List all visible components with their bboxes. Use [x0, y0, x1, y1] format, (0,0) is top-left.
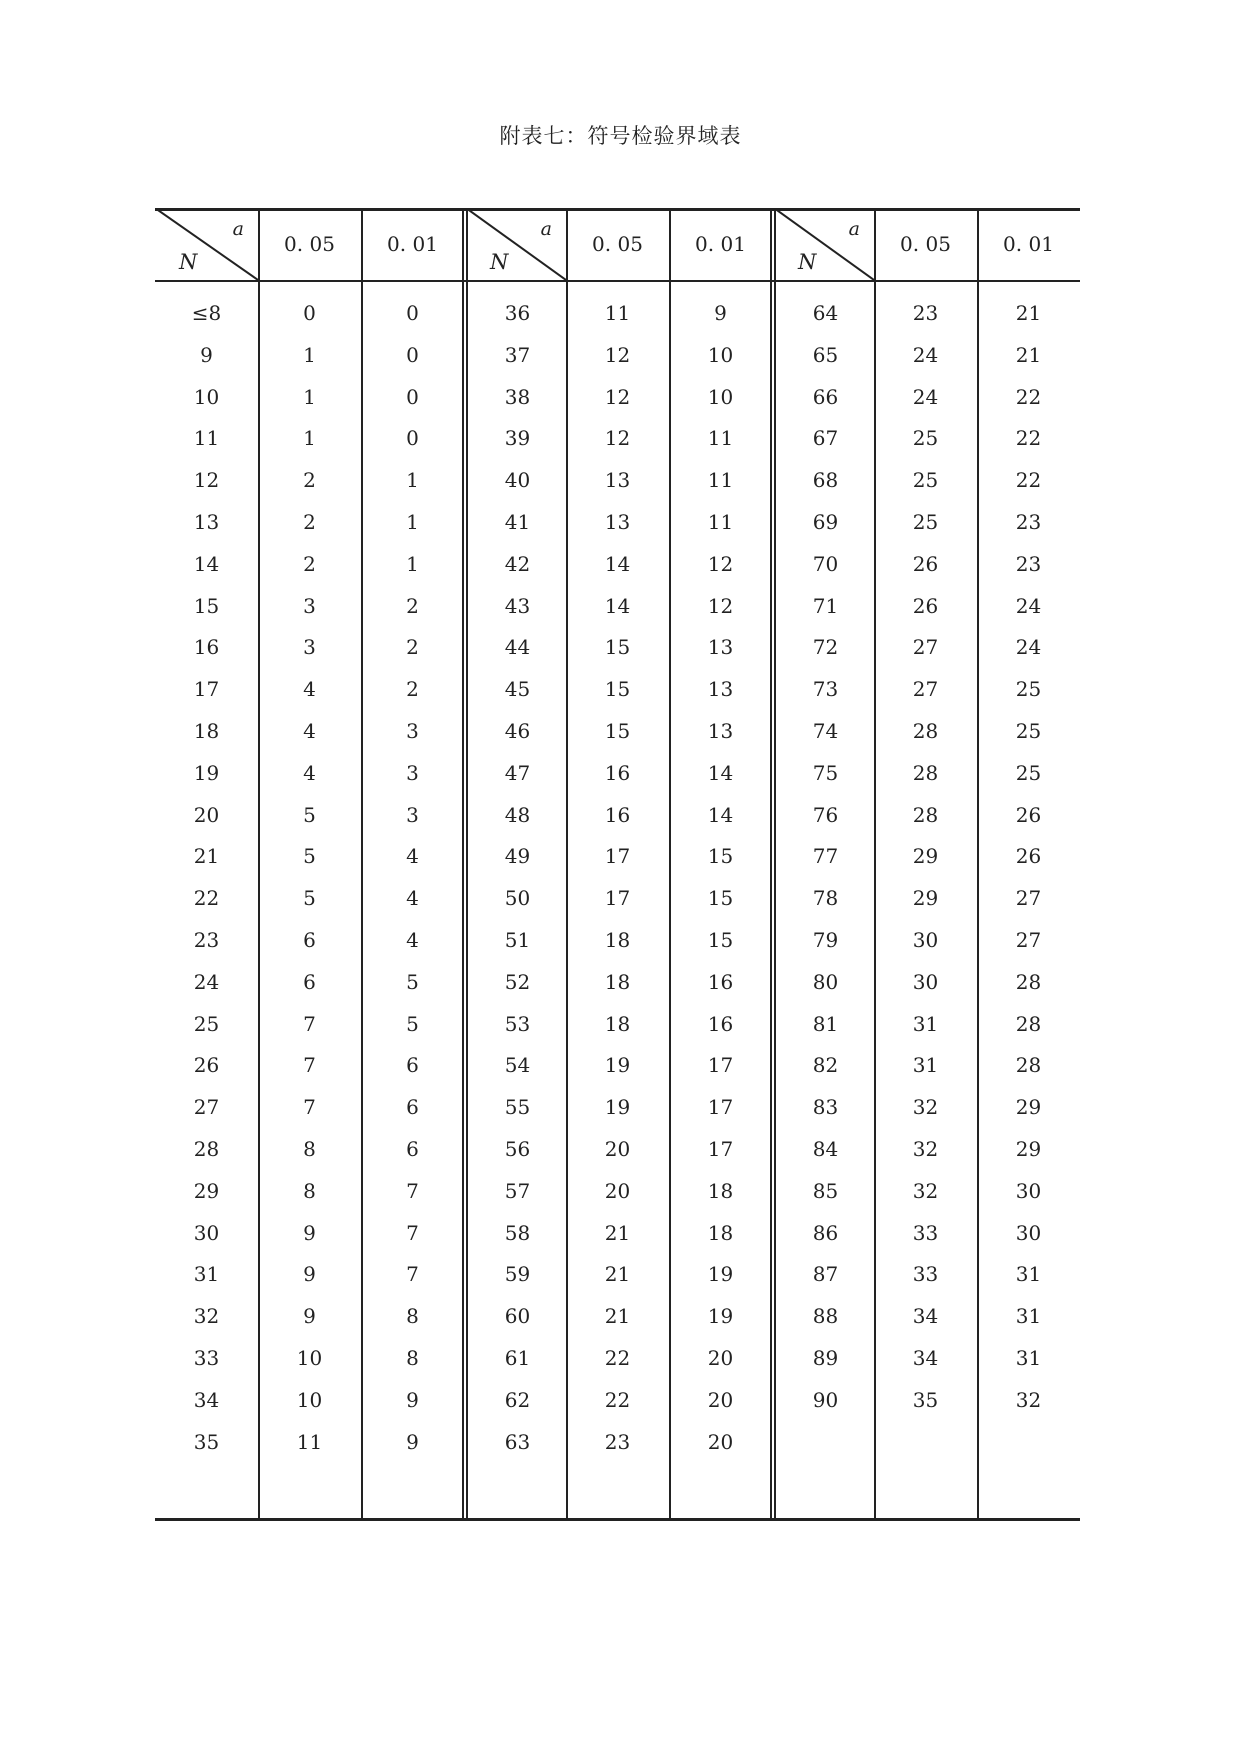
- cell-alpha-001: 16: [707, 969, 734, 994]
- cell-alpha-001: 2: [406, 677, 419, 702]
- cell-n: 61: [504, 1346, 531, 1370]
- cell-alpha-001: 18: [707, 1220, 734, 1245]
- cell-n: 70: [812, 551, 839, 576]
- cell-alpha-001: 28: [1015, 969, 1042, 994]
- cell-n: 57: [504, 1178, 531, 1203]
- cell-alpha-005: 15: [604, 635, 631, 660]
- cell-alpha-005: 13: [604, 468, 631, 493]
- n-symbol: N: [798, 250, 817, 274]
- cell-alpha-001: 1: [406, 551, 419, 576]
- cell-alpha-001: 28: [1015, 1053, 1042, 1078]
- cell-alpha-005: 29: [912, 844, 939, 869]
- page-title: 附表七：符号检验界域表: [499, 124, 742, 148]
- cell-alpha-005: 1: [303, 426, 316, 451]
- cell-alpha-001: 24: [1015, 593, 1042, 618]
- cell-alpha-005: 11: [296, 1429, 323, 1454]
- cell-alpha-001: 10: [707, 384, 734, 409]
- cell-alpha-001: 20: [707, 1429, 734, 1454]
- cell-n: 78: [812, 886, 839, 911]
- table-bottom-rule: [155, 1518, 1080, 1521]
- cell-alpha-005: 10: [296, 1387, 323, 1412]
- cell-alpha-001: 13: [707, 719, 734, 743]
- cell-n: 24: [193, 969, 220, 994]
- cell-alpha-001: 17: [707, 1095, 734, 1120]
- cell-alpha-001: 25: [1015, 677, 1042, 702]
- cell-alpha-005: 3: [303, 593, 316, 618]
- cell-alpha-001: 25: [1015, 719, 1042, 743]
- cell-n: 48: [504, 802, 531, 827]
- cell-alpha-005: 18: [604, 928, 631, 952]
- cell-alpha-001: 4: [406, 886, 419, 911]
- cell-alpha-001: 26: [1015, 844, 1042, 869]
- cell-alpha-001: 9: [406, 1387, 419, 1412]
- cell-n: 13: [193, 510, 220, 534]
- cell-alpha-001: 3: [406, 802, 419, 827]
- cell-n: 37: [504, 342, 531, 367]
- header-bottom-rule: [155, 280, 1080, 282]
- cell-n: 80: [812, 969, 839, 994]
- cell-alpha-005: 6: [303, 969, 316, 994]
- cell-n: 25: [193, 1011, 220, 1036]
- cell-alpha-001: 32: [1015, 1387, 1042, 1412]
- cell-alpha-005: 6: [303, 928, 316, 952]
- cell-alpha-005: 12: [604, 384, 631, 409]
- cell-alpha-005: 30: [912, 969, 939, 994]
- cell-n: 59: [504, 1262, 531, 1287]
- cell-alpha-005: 25: [912, 510, 939, 534]
- cell-alpha-005: 29: [912, 886, 939, 911]
- n-symbol: N: [179, 250, 198, 274]
- cell-n: 79: [812, 928, 839, 952]
- alpha-symbol: a: [848, 218, 860, 240]
- cell-alpha-005: 28: [912, 760, 939, 785]
- cell-n: 9: [200, 342, 213, 367]
- cell-alpha-001: 31: [1015, 1262, 1042, 1287]
- cell-n: 63: [504, 1429, 531, 1454]
- cell-alpha-001: 21: [1015, 301, 1042, 325]
- header-alpha-005: 0. 05: [284, 232, 335, 256]
- cell-alpha-005: 18: [604, 1011, 631, 1036]
- cell-alpha-001: 15: [707, 928, 734, 952]
- cell-alpha-005: 32: [912, 1095, 939, 1120]
- cell-alpha-005: 22: [604, 1387, 631, 1412]
- cell-alpha-005: 7: [303, 1053, 316, 1078]
- cell-n: 65: [812, 342, 839, 367]
- cell-alpha-005: 25: [912, 426, 939, 451]
- cell-n: 89: [812, 1346, 839, 1370]
- cell-alpha-001: 27: [1015, 928, 1042, 952]
- corner-header-cell: [466, 208, 566, 280]
- cell-n: 56: [504, 1137, 531, 1161]
- cell-n: 26: [193, 1053, 220, 1078]
- corner-header-cell: [774, 208, 874, 280]
- cell-alpha-005: 1: [303, 384, 316, 409]
- cell-alpha-001: 8: [406, 1304, 419, 1329]
- cell-alpha-001: 5: [406, 1011, 419, 1036]
- cell-alpha-001: 19: [707, 1262, 734, 1287]
- cell-n: 58: [504, 1220, 531, 1245]
- cell-alpha-001: 14: [707, 760, 734, 785]
- cell-n: 54: [504, 1053, 531, 1078]
- cell-alpha-005: 7: [303, 1095, 316, 1120]
- cell-alpha-001: 11: [707, 426, 734, 451]
- cell-n: 43: [504, 593, 531, 618]
- cell-alpha-001: 15: [707, 886, 734, 911]
- cell-alpha-001: 25: [1015, 760, 1042, 785]
- cell-alpha-005: 12: [604, 342, 631, 367]
- cell-alpha-005: 20: [604, 1178, 631, 1203]
- cell-n: 16: [193, 635, 220, 660]
- cell-n: ≤8: [191, 301, 222, 325]
- cell-alpha-001: 26: [1015, 802, 1042, 827]
- cell-n: 88: [812, 1304, 839, 1329]
- alpha-symbol: a: [540, 218, 552, 240]
- cell-alpha-005: 16: [604, 802, 631, 827]
- cell-n: 23: [193, 928, 220, 952]
- cell-n: 30: [193, 1220, 220, 1245]
- cell-alpha-005: 32: [912, 1137, 939, 1161]
- cell-n: 60: [504, 1304, 531, 1329]
- cell-alpha-005: 20: [604, 1137, 631, 1161]
- cell-n: 72: [812, 635, 839, 660]
- cell-alpha-005: 12: [604, 426, 631, 451]
- cell-alpha-001: 7: [406, 1178, 419, 1203]
- cell-alpha-001: 30: [1015, 1178, 1042, 1203]
- cell-alpha-001: 23: [1015, 510, 1042, 534]
- cell-alpha-005: 14: [604, 593, 631, 618]
- cell-n: 32: [193, 1304, 220, 1329]
- cell-alpha-001: 17: [707, 1053, 734, 1078]
- cell-n: 49: [504, 844, 531, 869]
- cell-n: 35: [193, 1429, 220, 1454]
- cell-n: 10: [193, 384, 220, 409]
- cell-alpha-001: 17: [707, 1137, 734, 1161]
- cell-alpha-001: 31: [1015, 1346, 1042, 1370]
- alpha-symbol: a: [232, 218, 244, 240]
- cell-alpha-005: 21: [604, 1304, 631, 1329]
- cell-alpha-005: 21: [604, 1220, 631, 1245]
- cell-alpha-001: 4: [406, 844, 419, 869]
- cell-n: 42: [504, 551, 531, 576]
- cell-n: 71: [812, 593, 839, 618]
- cell-alpha-005: 23: [912, 301, 939, 325]
- cell-n: 76: [812, 802, 839, 827]
- cell-alpha-005: 15: [604, 677, 631, 702]
- cell-n: 81: [812, 1011, 839, 1036]
- cell-alpha-005: 4: [303, 719, 316, 743]
- cell-alpha-001: 3: [406, 719, 419, 743]
- cell-n: 83: [812, 1095, 839, 1120]
- cell-alpha-001: 6: [406, 1095, 419, 1120]
- cell-alpha-001: 22: [1015, 384, 1042, 409]
- cell-alpha-005: 26: [912, 551, 939, 576]
- cell-n: 52: [504, 969, 531, 994]
- cell-n: 27: [193, 1095, 220, 1120]
- cell-alpha-001: 3: [406, 760, 419, 785]
- cell-alpha-005: 19: [604, 1095, 631, 1120]
- cell-alpha-005: 33: [912, 1220, 939, 1245]
- cell-n: 51: [504, 928, 531, 952]
- cell-alpha-005: 23: [604, 1429, 631, 1454]
- cell-alpha-001: 13: [707, 677, 734, 702]
- cell-alpha-005: 8: [303, 1137, 316, 1161]
- cell-n: 62: [504, 1387, 531, 1412]
- cell-alpha-001: 1: [406, 510, 419, 534]
- cell-n: 68: [812, 468, 839, 493]
- cell-n: 19: [193, 760, 220, 785]
- cell-n: 14: [193, 551, 220, 576]
- cell-alpha-005: 35: [912, 1387, 939, 1412]
- cell-alpha-001: 20: [707, 1346, 734, 1370]
- cell-alpha-005: 31: [912, 1011, 939, 1036]
- cell-n: 36: [504, 301, 531, 325]
- cell-alpha-005: 9: [303, 1304, 316, 1329]
- cell-alpha-001: 9: [406, 1429, 419, 1454]
- cell-alpha-005: 24: [912, 384, 939, 409]
- cell-n: 28: [193, 1137, 220, 1161]
- cell-alpha-001: 14: [707, 802, 734, 827]
- cell-alpha-001: 27: [1015, 886, 1042, 911]
- cell-alpha-005: 17: [604, 886, 631, 911]
- cell-n: 53: [504, 1011, 531, 1036]
- cell-n: 86: [812, 1220, 839, 1245]
- cell-alpha-001: 7: [406, 1220, 419, 1245]
- cell-n: 20: [193, 802, 220, 827]
- cell-alpha-005: 22: [604, 1346, 631, 1370]
- cell-n: 50: [504, 886, 531, 911]
- cell-n: 67: [812, 426, 839, 451]
- cell-alpha-001: 1: [406, 468, 419, 493]
- cell-alpha-001: 20: [707, 1387, 734, 1412]
- header-alpha-001: 0. 01: [695, 232, 746, 256]
- header-alpha-005: 0. 05: [900, 232, 951, 256]
- cell-n: 21: [193, 844, 220, 869]
- cell-n: 66: [812, 384, 839, 409]
- cell-n: 22: [193, 886, 220, 911]
- cell-n: 47: [504, 760, 531, 785]
- cell-alpha-005: 28: [912, 802, 939, 827]
- cell-alpha-005: 5: [303, 802, 316, 827]
- cell-n: 84: [812, 1137, 839, 1161]
- cell-alpha-001: 0: [406, 384, 419, 409]
- cell-n: 11: [193, 426, 220, 451]
- cell-alpha-005: 16: [604, 760, 631, 785]
- cell-alpha-005: 14: [604, 551, 631, 576]
- n-symbol: N: [490, 250, 509, 274]
- corner-header-cell: [155, 208, 258, 280]
- cell-alpha-001: 31: [1015, 1304, 1042, 1329]
- cell-n: 77: [812, 844, 839, 869]
- cell-alpha-001: 6: [406, 1053, 419, 1078]
- cell-alpha-005: 26: [912, 593, 939, 618]
- cell-alpha-001: 30: [1015, 1220, 1042, 1245]
- header-alpha-001: 0. 01: [387, 232, 438, 256]
- cell-alpha-005: 15: [604, 719, 631, 743]
- cell-n: 64: [812, 301, 839, 325]
- cell-alpha-001: 0: [406, 301, 419, 325]
- cell-n: 75: [812, 760, 839, 785]
- cell-n: 17: [193, 677, 220, 702]
- cell-n: 74: [812, 719, 839, 743]
- cell-alpha-005: 5: [303, 886, 316, 911]
- cell-alpha-005: 0: [303, 301, 316, 325]
- cell-n: 82: [812, 1053, 839, 1078]
- cell-alpha-005: 13: [604, 510, 631, 534]
- cell-alpha-001: 29: [1015, 1095, 1042, 1120]
- header-alpha-005: 0. 05: [592, 232, 643, 256]
- cell-n: 39: [504, 426, 531, 451]
- cell-alpha-005: 9: [303, 1220, 316, 1245]
- cell-alpha-005: 18: [604, 969, 631, 994]
- cell-alpha-001: 5: [406, 969, 419, 994]
- cell-alpha-001: 23: [1015, 551, 1042, 576]
- cell-n: 41: [504, 510, 531, 534]
- cell-alpha-005: 34: [912, 1304, 939, 1329]
- cell-alpha-001: 4: [406, 928, 419, 952]
- cell-alpha-005: 19: [604, 1053, 631, 1078]
- cell-alpha-005: 11: [604, 301, 631, 325]
- cell-alpha-005: 1: [303, 342, 316, 367]
- cell-n: 90: [812, 1387, 839, 1412]
- cell-alpha-005: 34: [912, 1346, 939, 1370]
- header-alpha-001: 0. 01: [1003, 232, 1054, 256]
- cell-alpha-005: 33: [912, 1262, 939, 1287]
- cell-alpha-001: 8: [406, 1346, 419, 1370]
- cell-n: 44: [504, 635, 531, 660]
- cell-n: 69: [812, 510, 839, 534]
- cell-alpha-005: 28: [912, 719, 939, 743]
- cell-n: 45: [504, 677, 531, 702]
- cell-n: 55: [504, 1095, 531, 1120]
- sign-test-table: [155, 208, 1080, 1528]
- cell-alpha-005: 27: [912, 635, 939, 660]
- cell-alpha-005: 30: [912, 928, 939, 952]
- cell-alpha-001: 9: [714, 301, 727, 325]
- cell-alpha-001: 11: [707, 510, 734, 534]
- cell-alpha-001: 16: [707, 1011, 734, 1036]
- cell-n: 18: [193, 719, 220, 743]
- cell-alpha-001: 7: [406, 1262, 419, 1287]
- cell-n: 85: [812, 1178, 839, 1203]
- cell-alpha-001: 29: [1015, 1137, 1042, 1161]
- cell-n: 87: [812, 1262, 839, 1287]
- cell-alpha-005: 9: [303, 1262, 316, 1287]
- cell-alpha-005: 24: [912, 342, 939, 367]
- cell-alpha-005: 27: [912, 677, 939, 702]
- cell-alpha-005: 2: [303, 551, 316, 576]
- cell-alpha-005: 4: [303, 760, 316, 785]
- cell-alpha-005: 32: [912, 1178, 939, 1203]
- cell-alpha-005: 25: [912, 468, 939, 493]
- cell-alpha-001: 2: [406, 593, 419, 618]
- cell-n: 38: [504, 384, 531, 409]
- cell-alpha-005: 8: [303, 1178, 316, 1203]
- cell-n: 15: [193, 593, 220, 618]
- cell-alpha-001: 22: [1015, 426, 1042, 451]
- cell-alpha-001: 24: [1015, 635, 1042, 660]
- cell-alpha-005: 7: [303, 1011, 316, 1036]
- cell-alpha-001: 28: [1015, 1011, 1042, 1036]
- cell-alpha-001: 6: [406, 1137, 419, 1161]
- cell-alpha-005: 17: [604, 844, 631, 869]
- cell-alpha-001: 13: [707, 635, 734, 660]
- cell-alpha-005: 10: [296, 1346, 323, 1370]
- cell-alpha-005: 21: [604, 1262, 631, 1287]
- cell-alpha-001: 0: [406, 342, 419, 367]
- cell-alpha-005: 2: [303, 510, 316, 534]
- cell-alpha-001: 0: [406, 426, 419, 451]
- cell-alpha-005: 31: [912, 1053, 939, 1078]
- cell-n: 34: [193, 1387, 220, 1412]
- cell-alpha-001: 19: [707, 1304, 734, 1329]
- cell-alpha-001: 2: [406, 635, 419, 660]
- cell-alpha-001: 11: [707, 468, 734, 493]
- cell-n: 33: [193, 1346, 220, 1370]
- cell-n: 31: [193, 1262, 220, 1287]
- cell-n: 46: [504, 719, 531, 743]
- cell-alpha-005: 5: [303, 844, 316, 869]
- cell-alpha-001: 21: [1015, 342, 1042, 367]
- cell-alpha-001: 12: [707, 593, 734, 618]
- cell-n: 29: [193, 1178, 220, 1203]
- cell-alpha-005: 4: [303, 677, 316, 702]
- cell-n: 40: [504, 468, 531, 493]
- cell-n: 12: [193, 468, 220, 493]
- cell-alpha-005: 3: [303, 635, 316, 660]
- cell-alpha-001: 10: [707, 342, 734, 367]
- cell-alpha-001: 12: [707, 551, 734, 576]
- cell-alpha-001: 18: [707, 1178, 734, 1203]
- cell-alpha-001: 22: [1015, 468, 1042, 493]
- cell-alpha-005: 2: [303, 468, 316, 493]
- cell-alpha-001: 15: [707, 844, 734, 869]
- cell-n: 73: [812, 677, 839, 702]
